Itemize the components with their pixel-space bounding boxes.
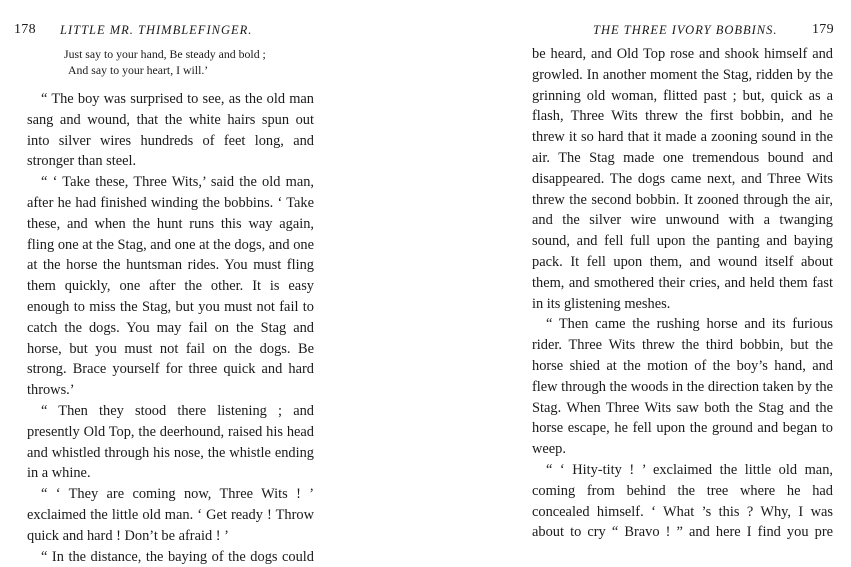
paragraph: “ ‘ Take these, Three Wits,’ said the old man, after he had finished winding the bobbins. ‘ Take these, and when the hunt runs this way again, fling one at the Stag, and one at the dogs, and one at the horse the huntsman rides. You must fling them quickly, one after the other. It is easy enough to miss the Stag, but you must not fail to catch the dogs. You may fail on the Stag and horse, but you must not fail on the dogs. Be strong. Brace yourself for three quick and hard throws.’ [27, 174, 314, 399]
left-running-head: LITTLE MR. THIMBLEFINGER. [60, 23, 253, 37]
right-page [425, 0, 851, 541]
left-body-text [27, 89, 314, 567]
paragraph: “ In the distance, the baying of the dogs could [41, 548, 314, 565]
paragraph: “ The boy was surprised to see, as the old man sang and wound, that the white hairs spun out into silver wires hundreds of feet long, and stronger than steel. [27, 91, 314, 170]
left-page-number: 178 [14, 22, 36, 37]
right-page-number: 179 [812, 22, 834, 37]
paragraph: be heard, and Old Top rose and shook himself and growled. In another moment the Stag, ridden by the grinning old woman, flitted past ; but, quick as a flash, Three Wits threw the first bobbin, and he threw it so hard that it made a zooning sound in the air. The Stag made one tremendous bound and disappeared. The dogs came next, and Three Wits threw the second bobbin. It zooned through the air, and the silver wire unwound with a twanging sound, and fell full upon the panting and baying pack. It fell upon them, and wound itself about them, and smothered their cries, and held them fast in its glistening meshes. [532, 46, 833, 312]
right-body-text [532, 44, 833, 543]
paragraph: “ ‘ Hity-tity ! ’ exclaimed the little old man, coming from behind the tree where he had concealed himself. ‘ What ’s this ? Why, I was about to cry “ Bravo ! ” and here I find you pre [532, 461, 833, 541]
paragraph: “ ‘ They are coming now, Three Wits ! ’ exclaimed the little old man. ‘ Get ready ! Throw quick and hard ! Don’t be afraid ! ’ [27, 486, 314, 544]
paragraph: “ Then they stood there listening ; and presently Old Top, the deerhound, raised his head and whistled through his nose, the whistle ending in a whine. [27, 402, 314, 482]
verse-line: And say to your heart, I will.’ [68, 63, 209, 77]
verse-block [64, 46, 266, 78]
left-page [0, 0, 425, 565]
right-running-head: THE THREE IVORY BOBBINS. [593, 23, 778, 37]
verse-line: Just say to your hand, Be steady and bold ; [64, 47, 266, 61]
paragraph: “ Then came the rushing horse and its furious rider. Three Wits threw the third bobbin, but the horse shied at the motion of the boy’s hand, and flew through the woods in the direction taken by the Stag. When Three Wits saw both the Stag and the horse escape, he fell upon the ground and began to weep. [532, 316, 833, 458]
